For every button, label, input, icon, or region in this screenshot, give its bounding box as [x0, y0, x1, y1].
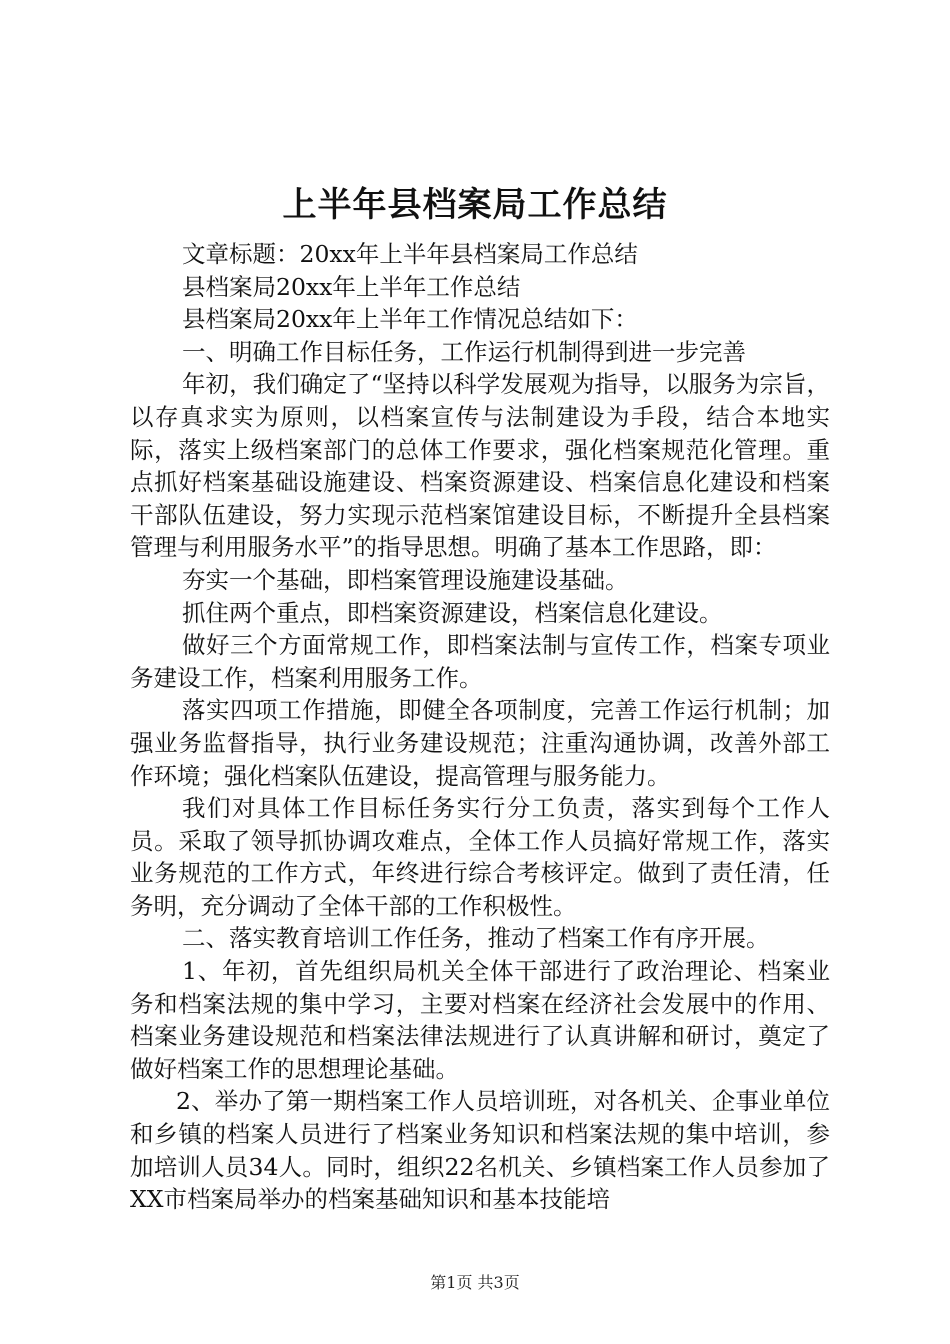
section-heading-1: 一、明确工作目标任务，工作运行机制得到进一步完善 [182, 337, 746, 366]
paragraph: 我们对具体工作目标任务实行分工负责，落实到每个工作人员。采取了领导抓协调攻难点，全体工作人员搞好常规工作，落实业务规范的工作方式，年终进行综合考核评定。做到了责任清，任务明，充分调动了全体干部的工作积极性。 [130, 794, 830, 920]
paragraph-article-title: 文章标题：20xx年上半年县档案局工作总结 [182, 240, 638, 268]
paragraph-intro: 县档案局20xx年上半年工作情况总结如下： [182, 305, 638, 334]
paragraph-subtitle: 县档案局20xx年上半年工作总结 [182, 272, 521, 301]
paragraph: 1、年初，首先组织局机关全体干部进行了政治理论、档案业务和档案法规的集中学习，主要对档案在经济社会发展中的作用、档案业务建设规范和档案法律法规进行了认真讲解和研讨，奠定了做好档案工作的思想理论基础。 [130, 957, 830, 1083]
paragraph: 做好三个方面常规工作，即档案法制与宣传工作，档案专项业务建设工作，档案利用服务工作。 [130, 631, 830, 692]
paragraph: 抓住两个重点，即档案资源建设，档案信息化建设。 [182, 598, 723, 627]
paragraph: 夯实一个基础，即档案管理设施建设基础。 [182, 565, 629, 594]
paragraph: 年初，我们确定了“坚持以科学发展观为指导，以服务为宗旨，以存真求实为原则，以档案宣传与法制建设为手段，结合本地实际，落实上级档案部门的总体工作要求，强化档案规范化管理。重点抓好档案基础设施建设、档案资源建设、档案信息化建设和档案干部队伍建设，努力实现示范档案馆建设目标，不断提升全县档案管理与利用服务水平”的指导思想。明确了基本工作思路，即： [130, 370, 830, 562]
paragraph: 落实四项工作措施，即健全各项制度，完善工作运行机制；加强业务监督指导，执行业务建设规范；注重沟通协调，改善外部工作环境；强化档案队伍建设，提高管理与服务能力。 [130, 696, 830, 790]
page-footer: 第1页 共3页 [430, 1273, 520, 1292]
document-body [130, 238, 830, 1216]
document-title: 上半年县档案局工作总结 [282, 185, 668, 225]
paragraph: 2、举办了第一期档案工作人员培训班，对各机关、企事业单位和乡镇的档案人员进行了档案业务知识和档案法规的集中培训，参加培训人员34人。同时，组织22名机关、乡镇档案工作人员参加了XX市档案局举办的档案基础知识和基本技能培 [130, 1087, 830, 1214]
section-heading-2: 二、落实教育培训工作任务，推动了档案工作有序开展。 [182, 924, 770, 953]
